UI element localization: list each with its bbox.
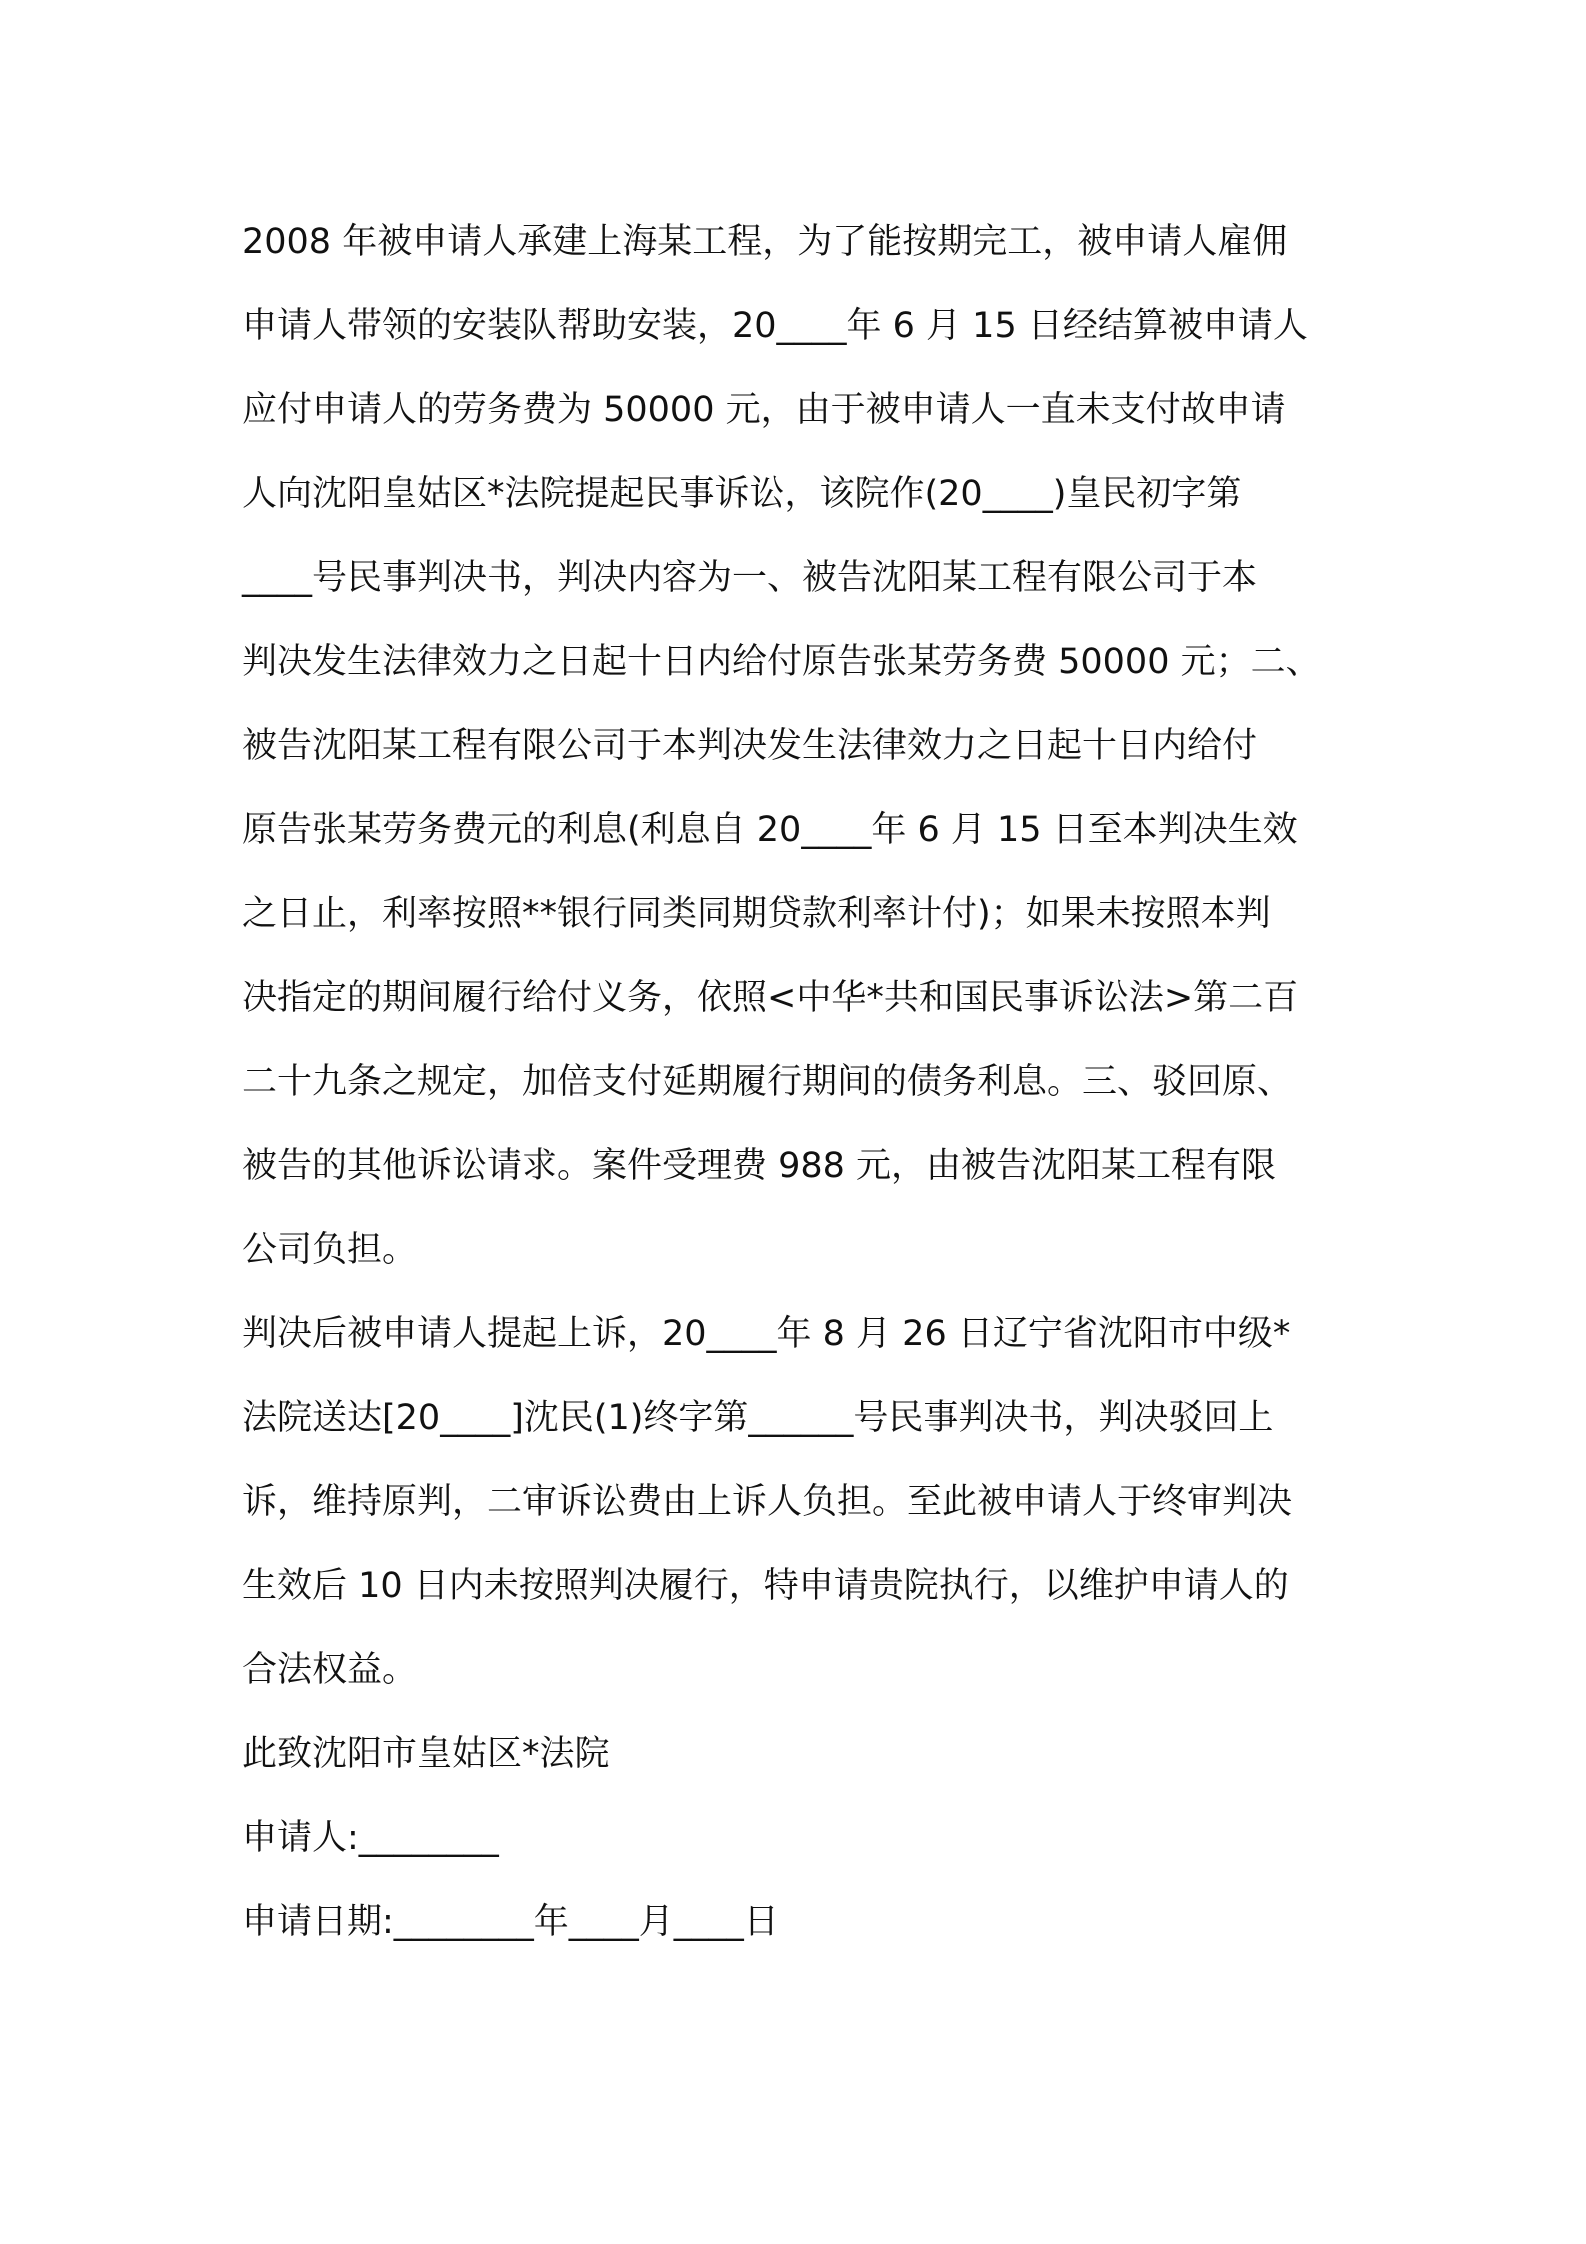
salutation: 此致沈阳市皇姑区*法院 [242, 1734, 610, 1774]
text-line: 2008 年被申请人承建上海某工程，为了能按期完工，被申请人雇佣 [242, 222, 1288, 262]
applicant-line: 申请人:________ [242, 1818, 499, 1858]
text-line: 合法权益。 [242, 1650, 418, 1690]
text-line: 决指定的期间履行给付义务，依照<中华*共和国民事诉讼法>第二百 [242, 978, 1299, 1018]
text-line: 判决发生法律效力之日起十日内给付原告张某劳务费 50000 元；二、 [242, 642, 1321, 682]
text-line: 应付申请人的劳务费为 50000 元，由于被申请人一直未支付故申请 [242, 390, 1286, 430]
text-line: 二十九条之规定，加倍支付延期履行期间的债务利息。三、驳回原、 [242, 1062, 1293, 1102]
text-line: 被告的其他诉讼请求。案件受理费 988 元，由被告沈阳某工程有限 [242, 1146, 1277, 1186]
text-line: 法院送达[20____]沈民(1)终字第______号民事判决书，判决驳回上 [242, 1398, 1274, 1438]
text-line: 判决后被申请人提起上诉，20____年 8 月 26 日辽宁省沈阳市中级* [242, 1314, 1291, 1354]
text-line: 诉，维持原判，二审诉讼费由上诉人负担。至此被申请人于终审判决 [242, 1482, 1293, 1522]
document-body [242, 200, 1382, 1964]
text-line: ____号民事判决书，判决内容为一、被告沈阳某工程有限公司于本 [242, 558, 1258, 598]
text-line: 公司负担。 [242, 1230, 418, 1270]
text-line: 被告沈阳某工程有限公司于本判决发生法律效力之日起十日内给付 [242, 726, 1258, 766]
text-line: 生效后 10 日内未按照判决履行，特申请贵院执行，以维护申请人的 [242, 1566, 1289, 1606]
date-line: 申请日期:________年____月____日 [242, 1902, 779, 1942]
paragraph-1 [242, 200, 1382, 1292]
text-line: 申请人带领的安装队帮助安装，20____年 6 月 15 日经结算被申请人 [242, 306, 1308, 346]
text-line: 原告张某劳务费元的利息(利息自 20____年 6 月 15 日至本判决生效 [242, 810, 1298, 850]
text-line: 之日止，利率按照**银行同类同期贷款利率计付)；如果未按照本判 [242, 894, 1271, 934]
paragraph-2 [242, 1292, 1382, 1712]
text-line: 人向沈阳皇姑区*法院提起民事诉讼，该院作(20____)皇民初字第 [242, 474, 1242, 514]
